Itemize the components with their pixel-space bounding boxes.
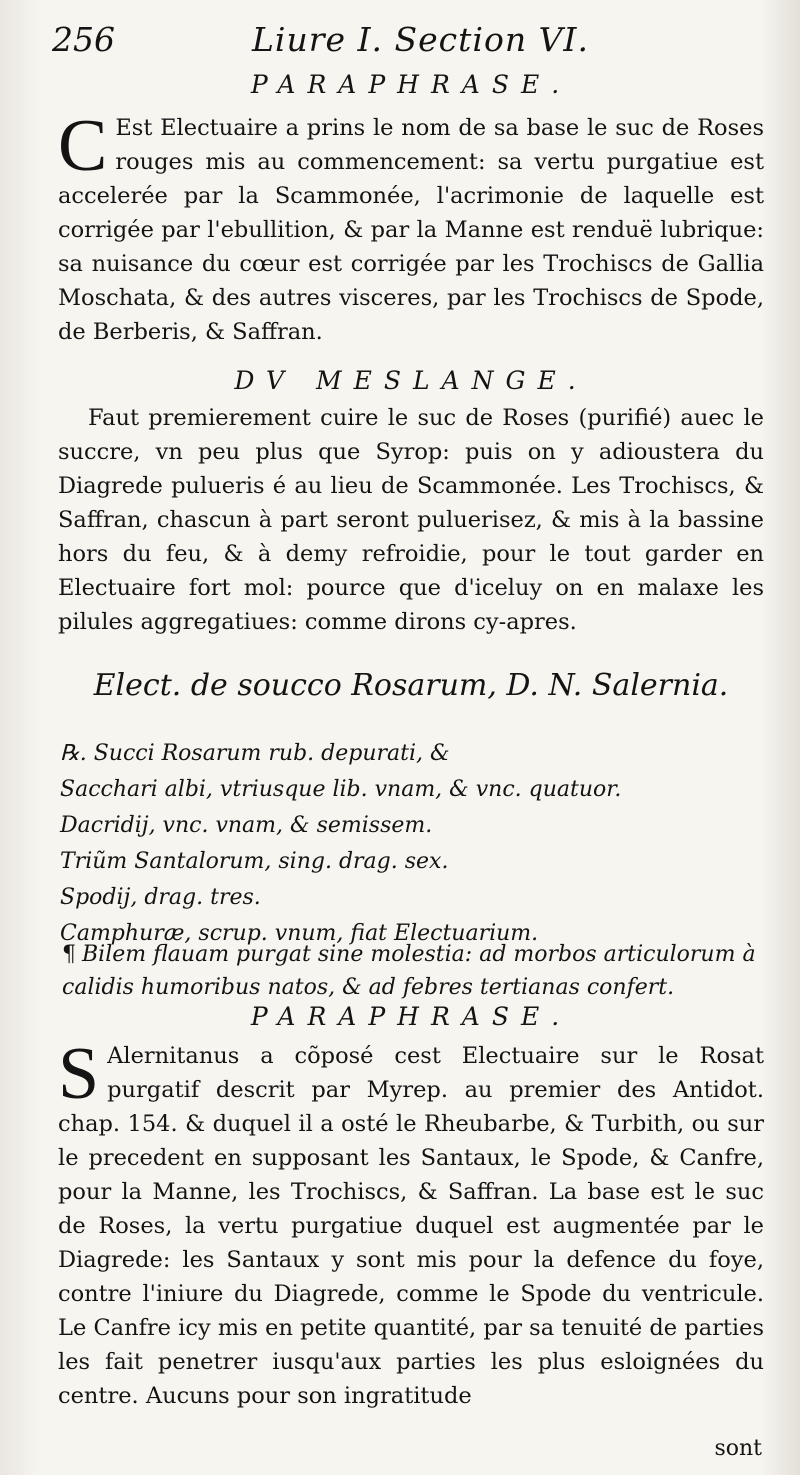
ingredient-line: ℞. Succi Rosarum rub. depurati, & [60, 741, 450, 766]
ingredient-line: Dacridij, vnc. vnam, & semissem. [60, 813, 433, 838]
paragraph-text: Alernitanus a cõposé cest Electuaire sur le Rosat purgatif descrit par Myrep. au premier des Antidot. chap. 154. & duquel il a osté le Rheubarbe, & Turbith, ou sur le precedent en supposant les Santaux, le Spode, & Canfre, pour la Manne, les Trochiscs, & Saffran. La base est le suc de Roses, la vertu purgatiue duquel est augmentée par le Diagrede: les Santaux y sont mis pour la defence du foye, contre l'iniure du Diagrede, comme le Spode du ventricule. Le Canfre icy mis en petite quantité, par sa tenuité de parties les fait penetrer iusqu'aux parties les plus esloignées du centre. Aucuns pour son ingratitude [58, 1043, 764, 1409]
page-header [52, 14, 770, 62]
paragraph [58, 1033, 764, 1413]
paragraph-text: Est Electuaire a prins le nom de sa base le suc de Roses rouges mis au commencement: sa vertu purgatiue est accelerée par la Scammonée, l'acrimonie de laquelle est corrigée par l'ebullition, & par la Manne est renduë lubrique: sa nuisance du cœur est corrigée par les Trochiscs de Gallia Moschata, & des autres visceres, par les Trochiscs de Spode, de Berberis, & Saffran. [58, 115, 764, 345]
section-meslange [58, 366, 764, 639]
recipe-note [62, 938, 768, 1004]
recipe-title: Elect. de soucco Rosarum, D. N. Salernia. [93, 668, 729, 703]
paragraph: Faut premierement cuire le suc de Roses (purifié) auec le succre, vn peu plus que Syrop: puis on y adioustera du Diagrede pulueris é au lieu de Scammonée. Les Trochiscs, & Saffran, chascun à part seront puluerisez, & mis à la bassine hors du feu, & à demy refroidie, pour le tout garder en Electuaire fort mol: pource que d'iceluy on en malaxe les pilules aggregatiues: comme dirons cy-apres. [58, 405, 764, 635]
paragraph [58, 105, 764, 349]
page-number: 256 [52, 20, 115, 59]
section-title: PARAPHRASE. [250, 1002, 572, 1031]
section-title: PARAPHRASE. [250, 70, 572, 99]
recipe-ingredients [60, 736, 770, 952]
ingredient-line: Triũm Santalorum, sing. drag. sex. [60, 849, 449, 874]
pilcrow-mark: ¶ [62, 942, 76, 967]
section-paraphrase-1 [58, 70, 764, 349]
ingredient-line: Spodij, drag. tres. [60, 885, 261, 910]
catchword: sont [714, 1436, 762, 1461]
drop-capital: S [58, 1033, 100, 1115]
section-paraphrase-2 [58, 1002, 764, 1413]
section-title: DV MESLANGE. [234, 366, 588, 395]
ingredient-line: Sacchari albi, vtriusque lib. vnam, & vnc. quatuor. [60, 777, 622, 802]
note-text: Bilem flauam purgat sine molestia: ad morbos articulorum à calidis humoribus natos, & ad febres tertianas confert. [62, 942, 756, 1000]
drop-capital: C [58, 105, 108, 187]
ingredient-line: Camphuræ, scrup. vnum, fiat Electuarium. [60, 921, 539, 946]
running-title: Liure I. Section VI. [252, 20, 589, 59]
